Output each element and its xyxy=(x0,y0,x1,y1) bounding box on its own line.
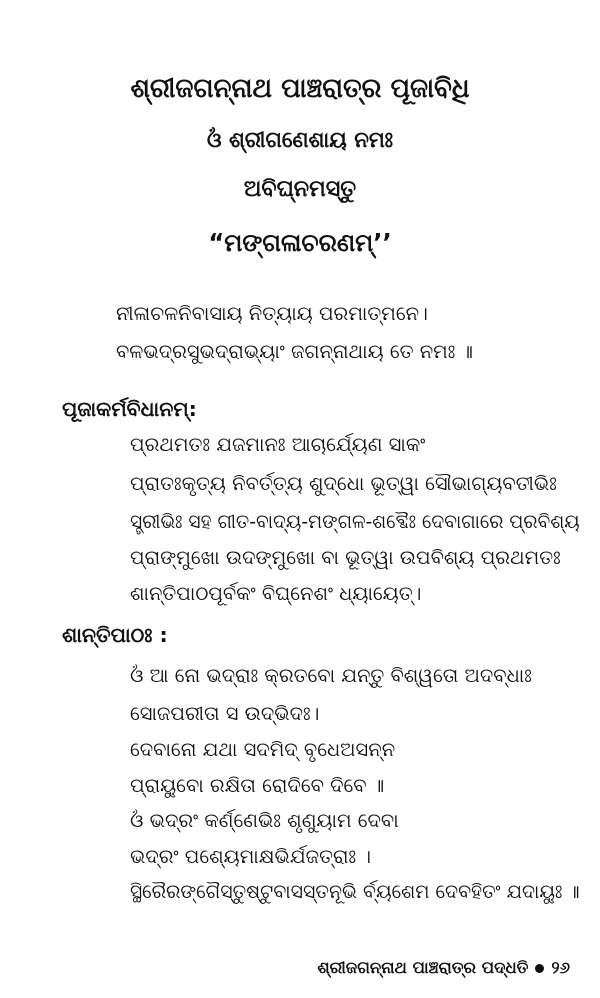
puja-line: ସ୍ତ୍ରୀଭିଃ ସହ ଗୀତ-ବାଦ୍ୟ-ମଙ୍ଗଳ-ଶବ୍ଦୈଃ ଦେବାଗାରେ ପ୍ରବିଶ୍ୟ xyxy=(130,510,580,533)
mangala-verse-line: ବଳଭଦ୍ରସୁଭଦ୍ରାଭ୍ୟାଂ ଜଗନ୍ନାଥାୟ ତେ ନମଃ ॥ xyxy=(116,340,474,363)
page-title: ଶ୍ରୀଜଗନ୍ନାଥ ପାଞ୍ଚରାତ୍ର ପୂଜାବିଧି xyxy=(130,73,470,104)
puja-line: ପ୍ରଥମତଃ ଯଜମାନଃ ଆଚାର୍ଯ୍ୟେଣ ସାକଂ xyxy=(130,433,426,456)
invocation-line: ଓଁ ଶ୍ରୀଗଣେଶାୟ ନମଃ xyxy=(206,128,394,153)
puja-line: ପ୍ରାଙ୍ମୁଖୋ ଉଦଙ୍ମୁଖୋ ବା ଭୂତ୍ୱା ଉପବିଶ୍ୟ ପ୍ରଥମତଃ xyxy=(130,546,561,569)
avighna-line: ଅବିଘ୍ନମସ୍ତୁ xyxy=(243,176,357,202)
mangala-verse-line: ନୀଳାଚଳନିବାସାୟ ନିତ୍ୟାୟ ପରମାତ୍ମନେ। xyxy=(116,302,428,325)
shanti-line: ପ୍ରାୟୁବୋ ରକ୍ଷିତା ରୋଦିବେ ଦିବେ ॥ xyxy=(130,774,385,797)
shanti-line: ସ୍ଥିରୈରଙ୍ଗୈସ୍ତୁଷ୍ଟୁବାସସ୍ତନୂଭି ର୍ବ୍ୟଶେମ ଦେବହିତଂ ଯଦାୟୁଃ ॥ xyxy=(130,880,580,903)
puja-line: ପ୍ରାତଃକୃତ୍ୟ ନିବର୍ତ୍ତ୍ୟ ଶୁଦ୍ଧୋ ଭୂତ୍ୱା ସୌଭାଗ୍ୟବତୀଭିଃ xyxy=(130,472,557,495)
mangalacharanam-heading: “ମଙ୍ଗଳାଚରଣମ୍’’ xyxy=(208,228,392,257)
puja-section-heading: ପୂଜାକର୍ମବିଧାନମ୍‌: xyxy=(62,397,197,421)
shanti-line: ଦେବାନୋ ଯଥା ସଦମିଦ୍ ବୃଧେଅସନ୍ନ xyxy=(130,738,396,761)
puja-line: ଶାନ୍ତିପାଠପୂର୍ବକଂ ବିଘ୍ନେଶଂ ଧ୍ୟାୟେତ୍‌। xyxy=(130,582,422,605)
running-title: ଶ୍ରୀଜଗନ୍ନାଥ ପାଞ୍ଚରାତ୍ର ପଦ୍ଧତି xyxy=(317,958,529,977)
shanti-line: ସୋଜପରୀତା ସ ଉଦ୍ଭିଦଃ। xyxy=(130,702,320,725)
shanti-line: ଓଁ ଭଦ୍ରଂ କର୍ଣ୍ଣେଭିଃ ଶୃଣୁୟାମ ଦେବା xyxy=(130,809,399,832)
shanti-section-heading: ଶାନ୍ତିପାଠଃ : xyxy=(62,623,168,647)
shanti-line: ଓଁ ଆ ନୋ ଭଦ୍ରାଃ କ୍ରତବୋ ଯନ୍ତୁ ବିଶ୍ୱତୋ ଅଦବ୍ଧାଃ xyxy=(130,664,532,687)
shanti-line: ଭଦ୍ରଂ ପଶ୍ୟେମାକ୍ଷଭିର୍ଯଜତ୍ରାଃ । xyxy=(130,845,372,868)
page-number: ୨୬ xyxy=(551,958,570,977)
page-footer xyxy=(317,958,570,978)
bullet-icon xyxy=(535,964,544,973)
